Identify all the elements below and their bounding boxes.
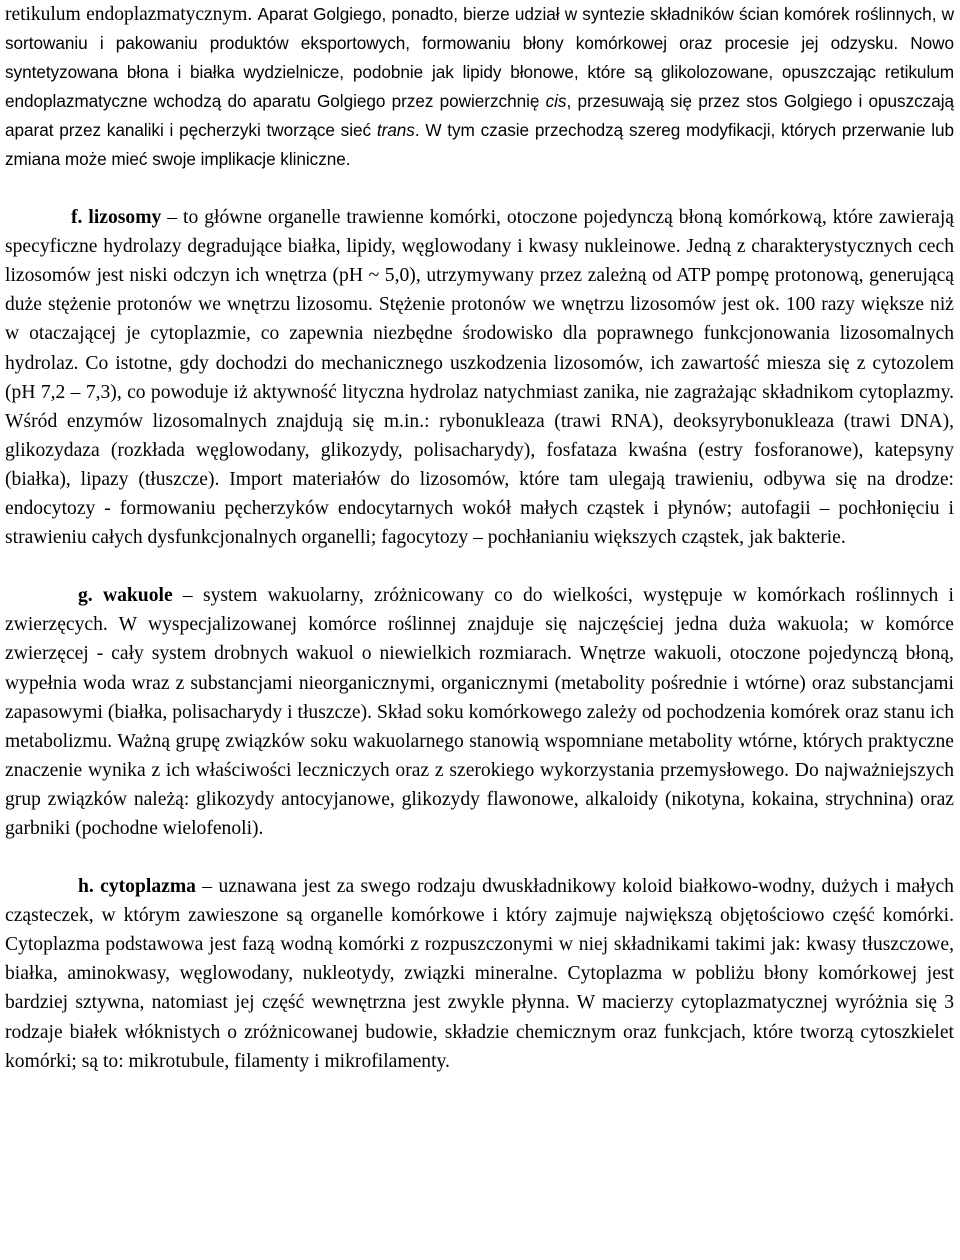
- vacuole-paragraph: [5, 581, 954, 843]
- vacuole-body-text: – system wakuolarny, zróżnicowany co do wielkości, występuje w komórkach roślinnych i zwierzęcych. W wyspecjalizowanej komórce roślinnej znajduje się najczęściej jedna duża wakuola; w komórce zwierzęcej - cały system drobnych wakuol o niewielkich rozmiarach. Wnętrze wakuoli, otoczone pojedynczą błoną, wypełnia woda wraz z substancjami nieorganicznymi, organicznymi (metabolity pośrednie i wtórne) oraz substancjami zapasowymi (białka, polisacharydy i tłuszcze). Skład soku komórkowego zależy od pochodzenia komórek oraz stanu ich metabolizmu. Ważną grupę związków soku wakuolarnego stanowią wspomniane metabolity wtórne, których praktyczne znaczenie wynika z ich właściwości leczniczych oraz z szerokiego wykorzystania przemysłowego. Do najważniejszych grup związków należą: glikozydy antocyjanowe, glikozydy flawonowe, alkaloidy (nikotyna, kokaina, strychnina) oraz garbniki (pochodne wielofenoli).: [5, 585, 954, 839]
- lysosome-paragraph: [5, 203, 954, 552]
- cis-italic: cis: [545, 91, 567, 112]
- golgi-text-part: , przesuwają się przez stos Golgiego i opuszczają aparat przez kanaliki i pęcherzyki tworzące sieć: [5, 91, 954, 141]
- document-page: [5, 0, 954, 1076]
- cytoplasm-body-text: – uznawana jest za swego rodzaju dwuskładnikowy koloid białkowo-wodny, dużych i małych cząsteczek, w którym zawieszone są organelle komórkowe i który zajmuje największą objętościowo część komórki. Cytoplazma podstawowa jest fazą wodną komórki z rozpuszczonymi w niej składnikami takimi jak: kwasy tłuszczowe, białka, aminokwasy, węglowodany, nukleotydy, związki mineralne. Cytoplazma w pobliżu błony komórkowej jest bardziej sztywna, natomiast jej część wewnętrzna jest zwykle płynna. W macierzy cytoplazmatycznej wyróżnia się 3 rodzaje białek włóknistych o zróżnicowanej budowie, składzie chemicznym oraz funkcjach, które tworzą cytoszkielet komórki; są to: mikrotubule, filamenty i mikrofilamenty.: [5, 876, 954, 1072]
- golgi-text-part: Aparat Golgiego, ponadto, bierze udział w syntezie składników ścian komórek roślinnych, w sortowaniu i pakowaniu produktów eksportowych, formowaniu błony komórkowej oraz procesie jej odzysku. Nowo syntetyzowana błona i białka wydzielnicze, podobnie jak lipidy błonowe, które są glikolozowane, opuszczając retikulum endoplazmatyczne wchodzą do aparatu Golgiego przez powierzchnię: [5, 4, 954, 112]
- cytoplasm-paragraph: [5, 872, 954, 1076]
- lysosome-term-heading: f. lizosomy: [71, 207, 162, 229]
- cytoplasm-term-heading: h. cytoplazma: [78, 876, 196, 898]
- paragraph-carryover-text: retikulum endoplazmatycznym.: [5, 4, 258, 25]
- trans-italic: trans: [376, 120, 415, 141]
- golgi-apparatus-paragraph: [5, 0, 954, 174]
- golgi-text-part: . W tym czasie przechodzą szereg modyfikacji, których przerwanie lub zmiana może mieć swoje implikacje kliniczne.: [5, 120, 955, 170]
- vacuole-term-heading: g. wakuole: [78, 585, 173, 607]
- lysosome-body-text: – to główne organelle trawienne komórki, otoczone pojedynczą błoną komórkową, które zawierają specyficzne hydrolazy degradujące białka, lipidy, węglowodany i kwasy nukleinowe. Jedną z charakterystycznych cech lizosomów jest niski odczyn ich wnętrza (pH ~ 5,0), utrzymywany przez zależną od ATP pompę protonową, generującą duże stężenie protonów we wnętrzu lizosomu. Stężenie protonów we wnętrzu lizosomów jest ok. 100 razy większe niż w otaczającej je cytoplazmie, co zapewnia niezbędne środowisko dla poprawnego funkcjonowania lizosomalnych hydrolaz. Co istotne, gdy dochodzi do mechanicznego uszkodzenia lizosomów, ich zawartość miesza się z cytozolem (pH 7,2 – 7,3), co powoduje iż aktywność lityczna hydrolaz natychmiast zanika, nie zagrażając składnikom cytoplazmy. Wśród enzymów lizosomalnych znajdują się m.in.: rybonukleaza (trawi RNA), deoksyrybonukleaza (trawi DNA), glikozydaza (rozkłada węglowodany, glikozydy, polisacharydy), fosfataza kwaśna (estry fosforanowe), katepsyny (białka), lipazy (tłuszcze). Import materiałów do lizosomów, które tam ulegają trawieniu, odbywa się na drodze: endocytozy - formowaniu pęcherzyków endocytarnych wokół małych cząstek i płynów; autofagii – pochłonięciu i strawieniu całych dysfunkcjonalnych organelli; fagocytozy – pochłanianiu większych cząstek, jak bakterie.: [5, 207, 954, 549]
